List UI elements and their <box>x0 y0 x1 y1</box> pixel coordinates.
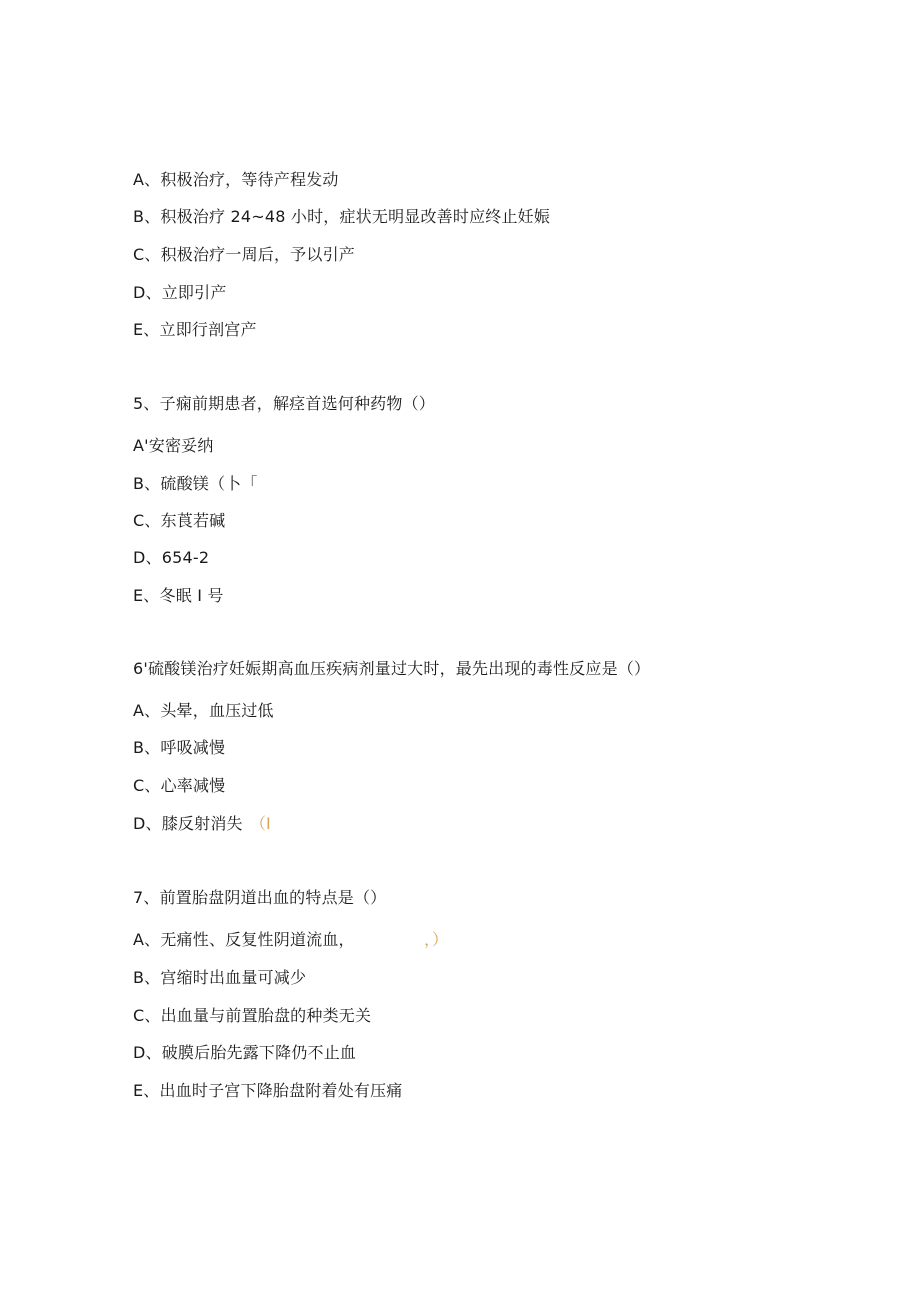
q6-option-c: C、心率减慢 <box>133 776 226 795</box>
q5-option-a: A'安密妥纳 <box>133 436 214 455</box>
q5-option-d: D、654-2 <box>133 548 210 567</box>
option-b: B、积极治疗 24~48 小时，症状无明显改善时应终止妊娠 <box>133 207 551 226</box>
q7-option-a: A、无痛性、反复性阴道流血， <box>133 930 355 949</box>
q7-option-c: C、出血量与前置胎盘的种类无关 <box>133 1006 372 1025</box>
q6-option-a: A、头晕，血压过低 <box>133 701 274 720</box>
option-d: D、立即引产 <box>133 283 227 302</box>
q7-option-d: D、破膜后胎先露下降仍不止血 <box>133 1043 357 1062</box>
q5-option-b: B、硫酸镁（卜「 <box>133 474 258 493</box>
answer-mark-q6: （I <box>250 814 271 833</box>
question-7: 7、前置胎盘阴道出血的特点是（） <box>133 888 387 907</box>
q5-option-c: C、东莨若碱 <box>133 511 226 530</box>
q6-option-d: D、膝反射消失 <box>133 814 243 833</box>
option-a: A、积极治疗，等待产程发动 <box>133 170 339 189</box>
option-e: E、立即行剖宫产 <box>133 320 257 339</box>
question-5: 5、子痫前期患者，解痉首选何种药物（） <box>133 394 435 413</box>
q7-option-b: B、宫缩时出血量可减少 <box>133 968 307 987</box>
q6-option-b: B、呼吸减慢 <box>133 738 226 757</box>
option-c: C、积极治疗一周后，予以引产 <box>133 245 355 264</box>
answer-mark-q7: ，） <box>424 930 449 949</box>
question-6: 6'硫酸镁治疗妊娠期高血压疾病剂量过大时，最先出现的毒性反应是（） <box>133 659 651 678</box>
q7-option-e: E、出血时子宫下降胎盘附着处有压痛 <box>133 1081 403 1100</box>
q5-option-e: E、冬眠 I 号 <box>133 586 224 605</box>
